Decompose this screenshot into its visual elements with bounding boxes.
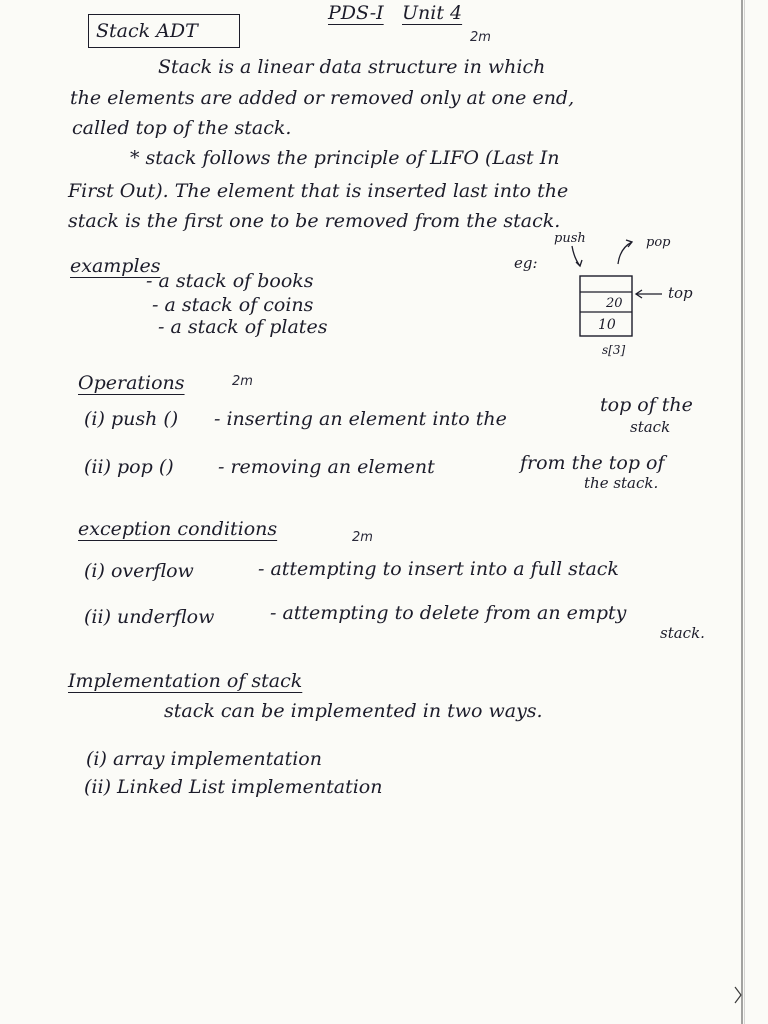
unit-label: Unit 4 (402, 2, 463, 24)
operation-desc-cont: top of the (600, 394, 693, 416)
operation-name: (ii) pop () (84, 456, 174, 478)
marks-annotation: 2m (352, 530, 373, 545)
intro-line-2: the elements are added or removed only at one end, (70, 87, 575, 109)
operation-desc-cont: stack (630, 418, 671, 436)
implementation-line: stack can be implemented in two ways. (164, 700, 543, 722)
marks-annotation: 2m (470, 30, 491, 45)
example-item: - a stack of books (146, 270, 314, 292)
exceptions-heading: exception conditions (78, 518, 278, 540)
exception-desc: - attempting to insert into a full stack (258, 558, 619, 580)
stack-value-10: 10 (598, 317, 616, 333)
exception-desc: - attempting to delete from an empty (270, 602, 627, 624)
diagram-array-label: s[3] (602, 343, 626, 357)
example-item: - a stack of coins (152, 294, 314, 316)
push-arrow (572, 246, 580, 266)
margin-line (741, 0, 743, 1024)
implementation-heading: Implementation of stack (68, 670, 303, 692)
margin-line-inner (744, 0, 745, 1024)
implementation-item: (i) array implementation (86, 748, 322, 770)
lifo-line-3: stack is the first one to be removed from the stack. (68, 210, 561, 232)
diagram-eg-label: eg: (514, 254, 538, 272)
lifo-line-2: First Out). The element that is inserted last into the (68, 180, 569, 202)
diagram-push-label: push (554, 231, 586, 246)
operation-desc: - removing an element (218, 456, 435, 478)
operations-heading: Operations (78, 372, 185, 394)
example-item: - a stack of plates (158, 316, 328, 338)
examples-heading: examples (70, 255, 161, 277)
operation-name: (i) push () (84, 408, 179, 430)
intro-line-1: Stack is a linear data structure in which (158, 56, 546, 78)
operation-desc-cont: the stack. (584, 474, 659, 492)
marks-annotation: 2m (232, 374, 253, 389)
implementation-item: (ii) Linked List implementation (84, 776, 383, 798)
course-label: PDS-I (328, 2, 384, 24)
page-title: Stack ADT (96, 20, 198, 42)
exception-name: (ii) underflow (84, 606, 215, 628)
page-curl-mark (733, 985, 743, 1005)
lifo-line-1: * stack follows the principle of LIFO (Last In (130, 147, 560, 169)
intro-line-3: called top of the stack. (72, 117, 292, 139)
stack-diagram (514, 228, 710, 358)
exception-name: (i) overflow (84, 560, 194, 582)
operation-desc-cont: from the top of (520, 452, 665, 474)
operation-desc: - inserting an element into the (214, 408, 507, 430)
exception-desc-cont: stack. (660, 624, 705, 642)
diagram-top-label: top (668, 284, 693, 302)
stack-value-20: 20 (606, 296, 623, 311)
diagram-pop-label: pop (646, 235, 671, 250)
